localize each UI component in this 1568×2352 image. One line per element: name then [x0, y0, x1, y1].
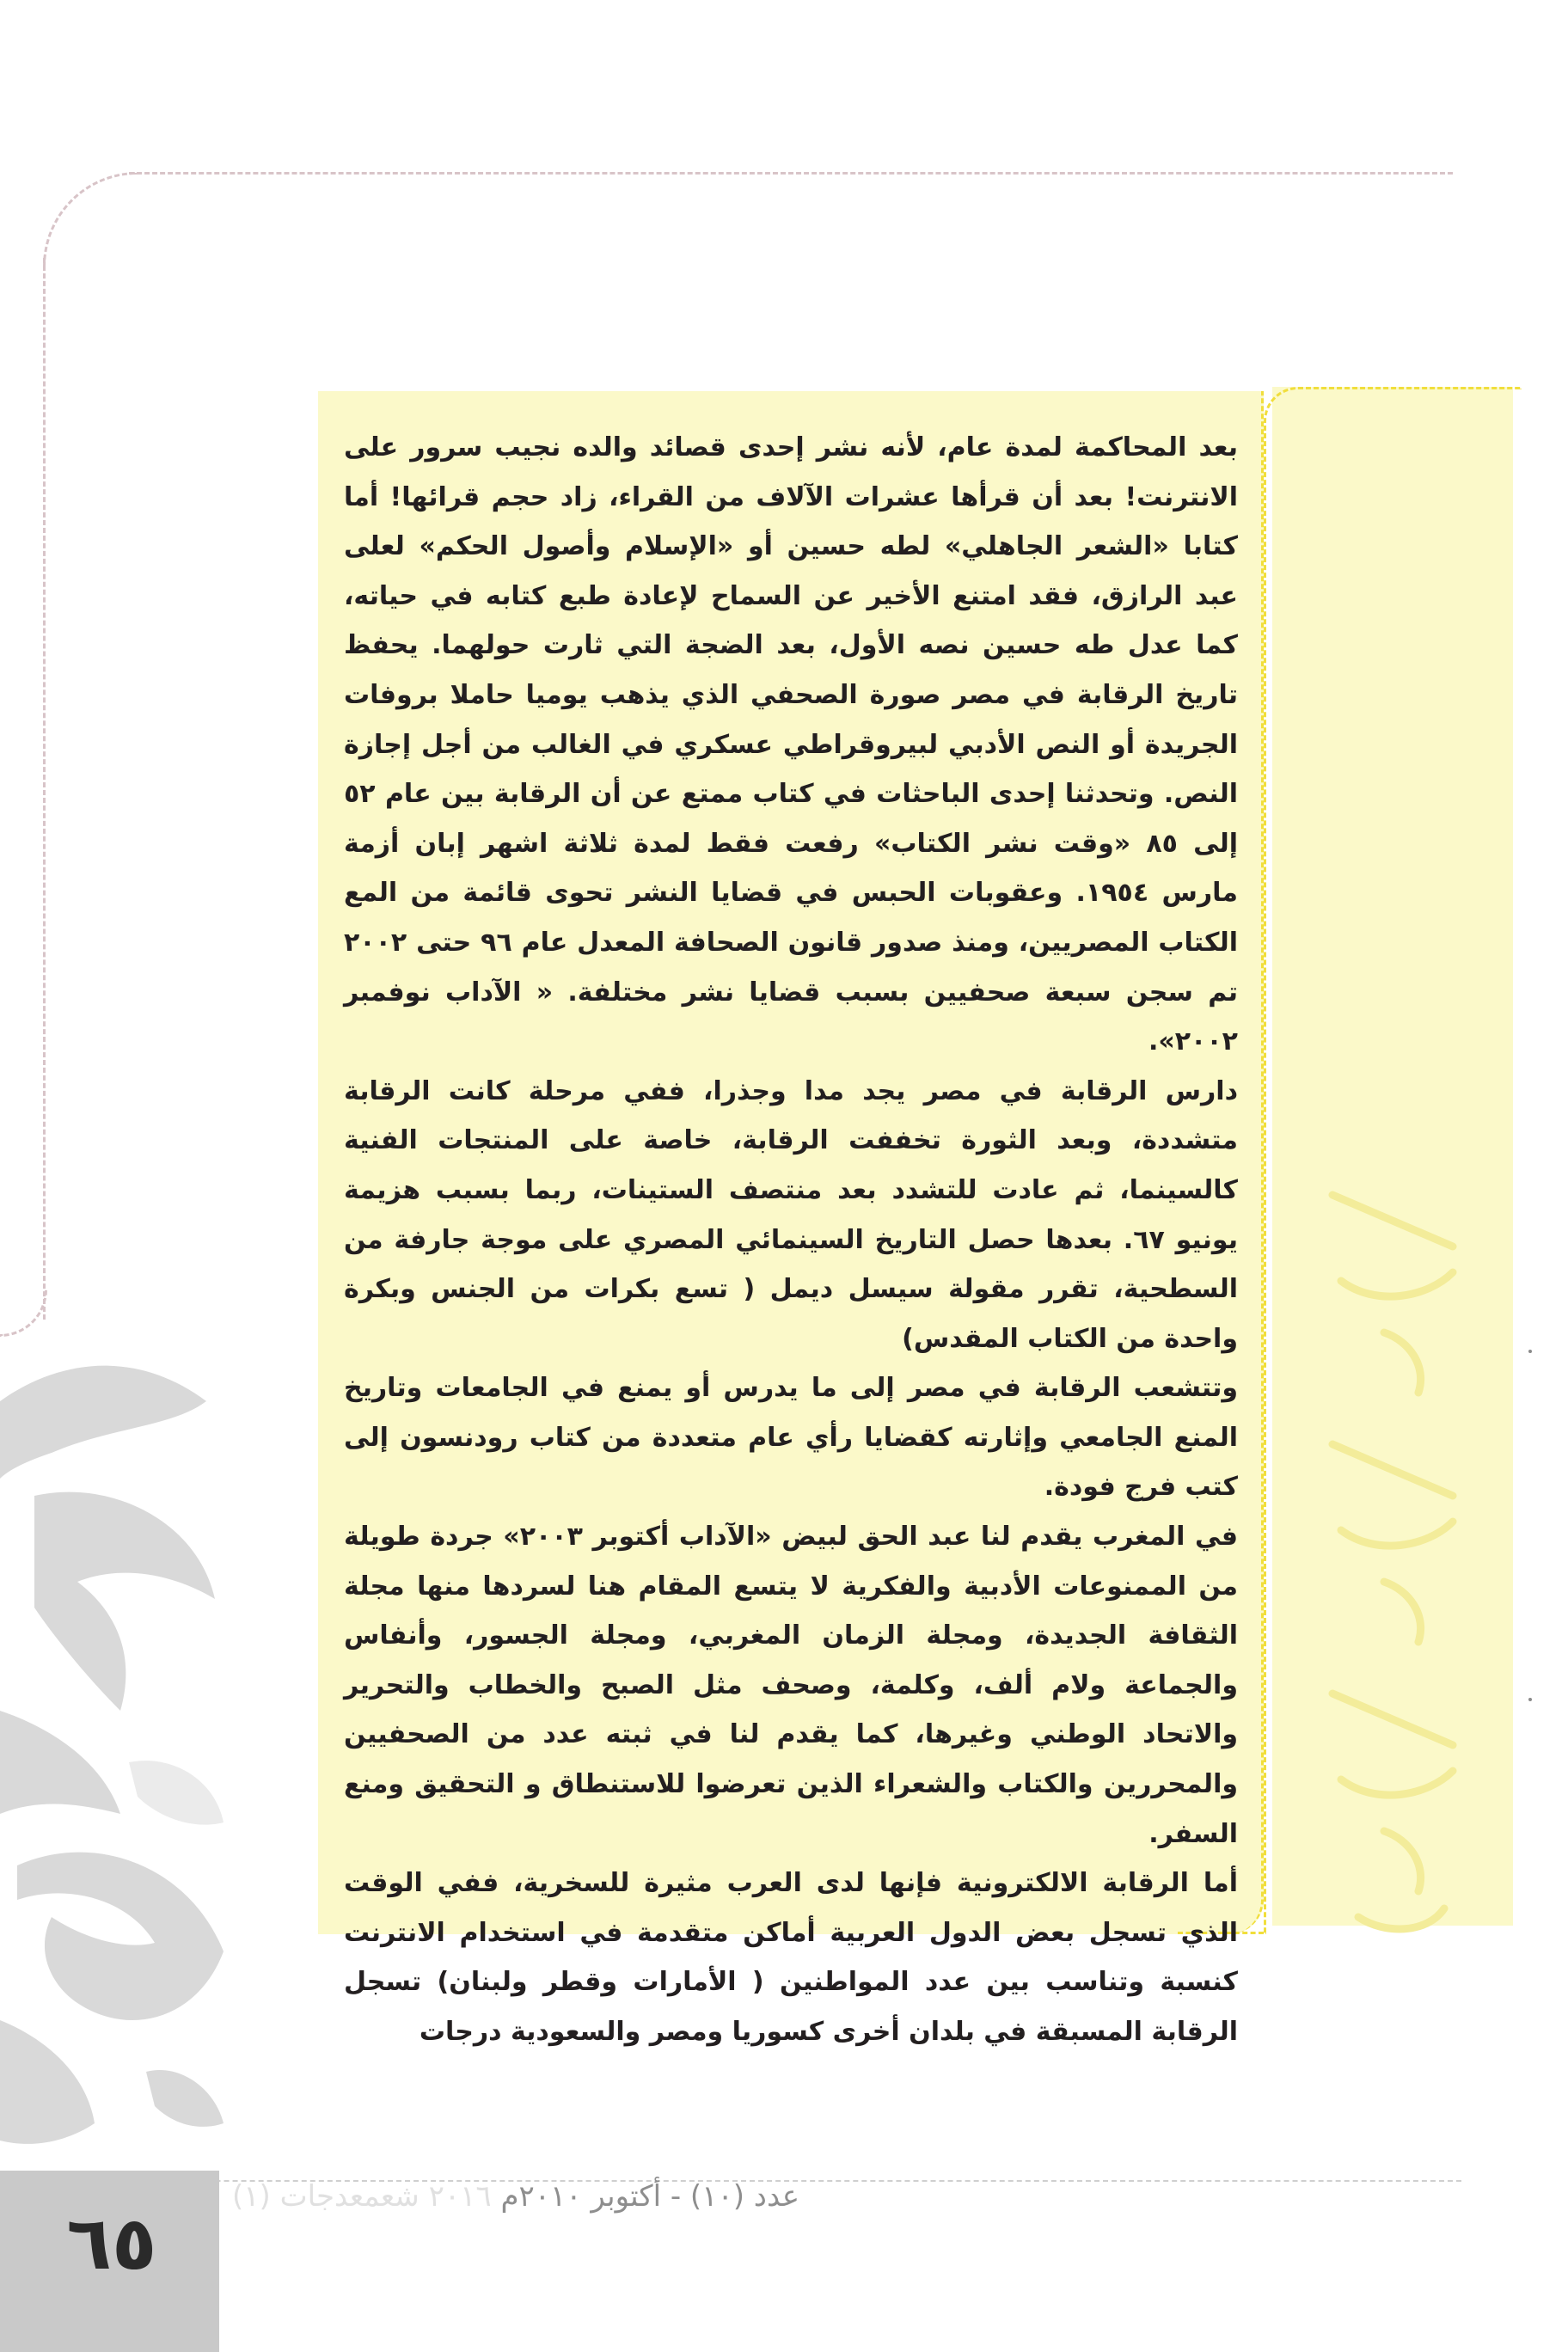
footer-faded-text: ٢٠١٦ شعمعدجات (١): [232, 2179, 492, 2214]
article-paragraph-3: وتتشعب الرقابة في مصر إلى ما يدرس أو يمنع في الجامعات وتاريخ المنع الجامعي وإثارته كقضايا رأي عام متعددة من كتاب رودنسون إلى كتب فرج فودة.: [344, 1373, 1238, 1503]
print-dot: [1528, 1350, 1532, 1353]
footer-issue: عدد (١٠) - أكتوبر ٢٠١٠م: [500, 2179, 800, 2214]
article-paragraph-2: دارس الرقابة في مصر يجد مدا وجذرا، ففي مرحلة كانت الرقابة متشددة، وبعد الثورة تخففت الرقابة، خاصة على المنتجات الفنية كالسينما، ثم عادت للتشدد بعد منتصف الستينات، ربما بسبب هزيمة يونيو ٦٧. بعدها حصل التاريخ السينمائي المصري على موجة جارفة من السطحية، تقرر مقولة سيسل ديمل ( تسع بكرات من الجنس وبكرة واحدة من الكتاب المقدس): [344, 1075, 1239, 1354]
decorative-dashed-frame-top: [129, 172, 1453, 175]
article-paragraph-1: بعد المحاكمة لمدة عام، لأنه نشر إحدى قصائد والده نجيب سرور على الانترنت! بعد أن قرأها عشرات الآلاف من القراء، زاد حجم قرائها! أما كتابا «الشعر الجاهلي» لطه حسين أو «الإسلام وأصول الحكم» لعلى عبد الرازق، فقد امتنع الأخير عن السماح لإعادة طبع كتابه في حياته، كما عدل طه حسين نصه الأول، بعد الضجة التي ثارت حولهما. يحفظ تاريخ الرقابة في مصر صورة الصحفي الذي يذهب يوميا حاملا بروفات الجريدة أو النص الأدبي لبيروقراطي عسكري في الغالب من أجل إجازة النص. وتحدثنا إحدى الباحثات في كتاب ممتع عن أن الرقابة بين عام ٥٢ إلى ٨٥ «وقت نشر الكتاب» رفعت فقط لمدة ثلاثة اشهر إبان أزمة مارس ١٩٥٤. وعقوبات الحبس في قضايا النشر تحوى قائمة من المع الكتاب المصريين، ومنذ صدور قانون الصحافة المعدل عام ٩٦ حتى ٢٠٠٢ تم سجن سبعة صحفيين بسبب قضايا نشر مختلفة. « الآداب نوفمبر ٢٠٠٢».: [344, 432, 1239, 1057]
page-number: ٦٥: [66, 2201, 157, 2287]
article-paragraph-4: في المغرب يقدم لنا عبد الحق لبيض «الآداب أكتوبر ٢٠٠٣» جردة طويلة من الممنوعات الأدبية والفكرية لا يتسع المقام هنا لسردها منها مجلة الثقافة الجديدة، ومجلة الزمان المغربي، ومجلة الجسور، وأنفاس والجماعة ولام ألف، وكلمة، وصحف مثل الصبح والخطاب والتحرير والاتحاد الوطني وغيرها، كما يقدم لنا في ثبته عدد من الصحفيين والمحررين والكتاب والشعراء الذين تعرضوا للاستنطاق و التحقيق ومنع السفر.: [344, 1522, 1238, 1849]
article-body: [344, 423, 1238, 2057]
footer-issue-line: [232, 2166, 1178, 2226]
print-dot: [1528, 1698, 1532, 1701]
decorative-dashed-frame-left: [43, 258, 46, 1320]
article-paragraph-5: أما الرقابة الالكترونية فإنها لدى العرب مثيرة للسخرية، ففي الوقت الذي تسجل بعض الدول العربية أماكن متقدمة في استخدام الانترنت كنسبة وتناسب بين عدد المواطنين ( الأمارات وقطر ولبنان) تسجل الرقابة المسبقة في بلدان أخرى كسوريا ومصر والسعودية درجات: [344, 1868, 1238, 2047]
arabic-calligraphy-ornament-icon: [0, 1350, 249, 2209]
side-watermark-calligraphy-icon: [1281, 1161, 1496, 2020]
decorative-dashed-frame-tail: [0, 1289, 47, 1337]
decorative-dashed-frame-corner: [43, 172, 138, 266]
